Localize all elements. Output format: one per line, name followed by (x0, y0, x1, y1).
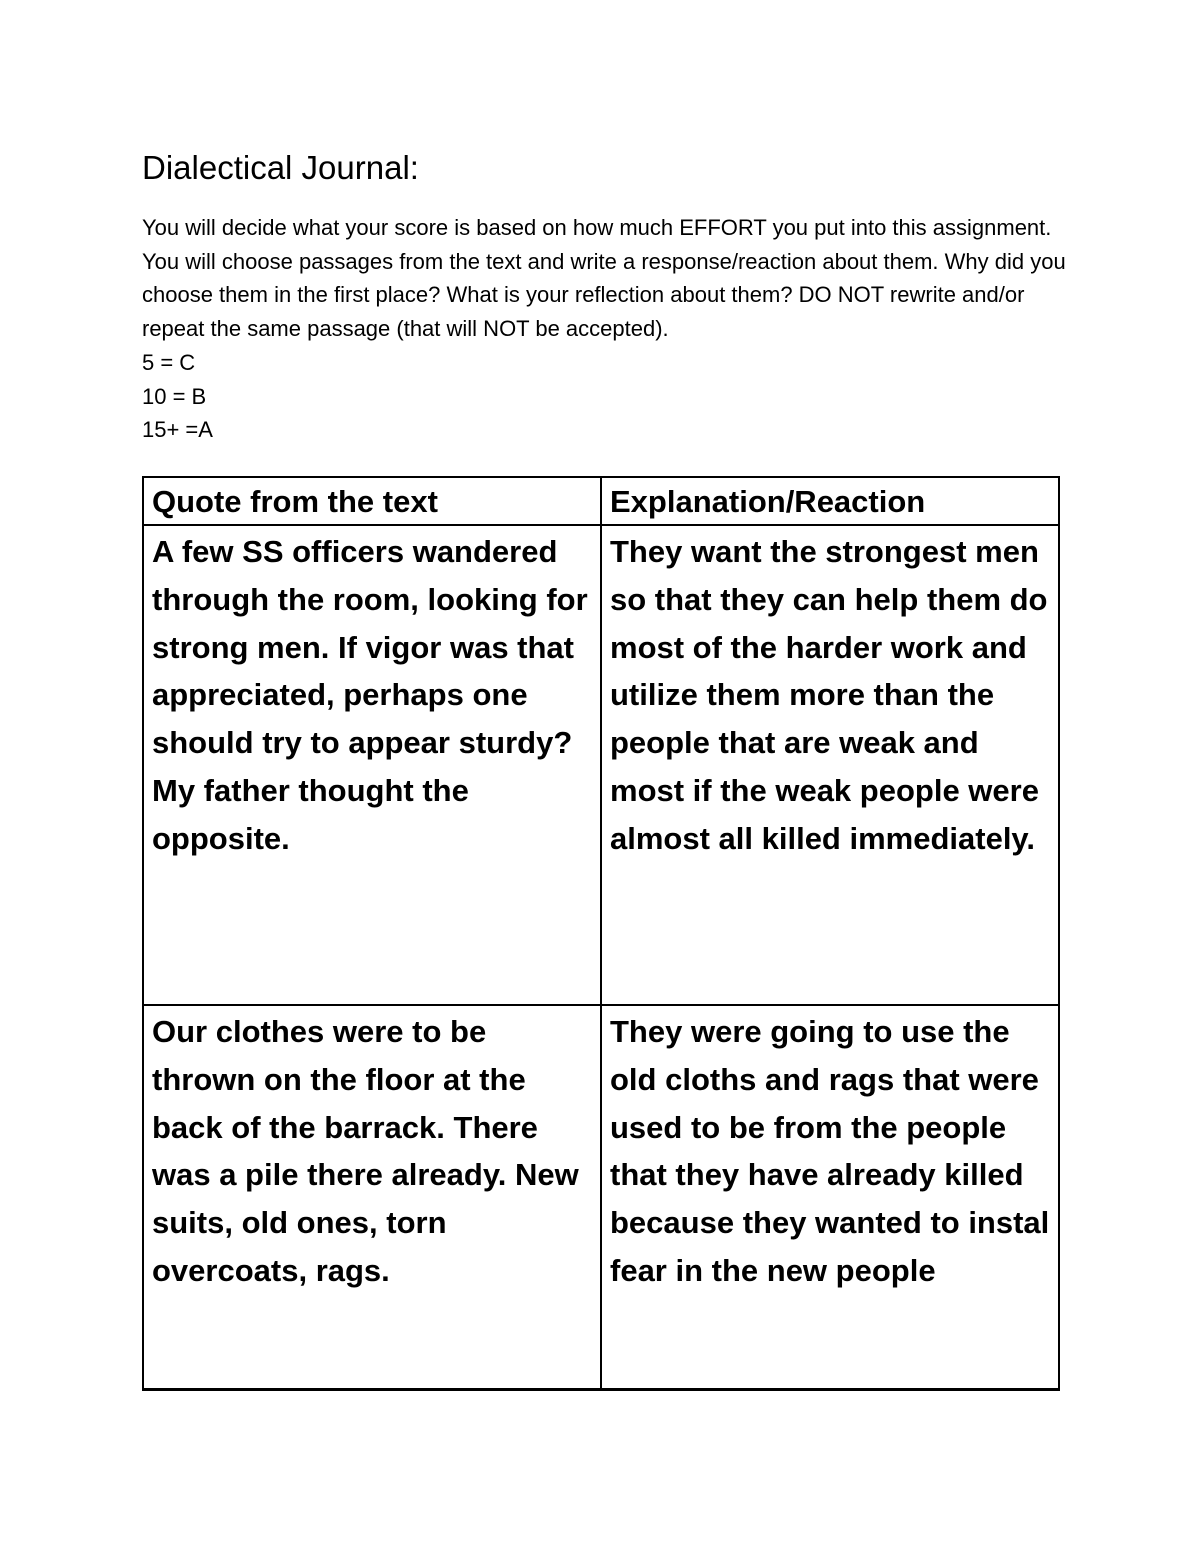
page-title: Dialectical Journal: (142, 149, 419, 186)
grading-line: 5 = C (142, 349, 196, 375)
reaction-cell: They were going to use the old cloths and rags that were used to be from the people that they have already killed because they wanted to instal fear in the new people (601, 1005, 1059, 1390)
journal-table (142, 476, 1060, 1391)
grading-line: 15+ =A (142, 417, 213, 443)
grading-line: 10 = B (142, 383, 207, 409)
instructions-paragraph: You will decide what your score is based on how much EFFORT you put into this assignment. You will choose passages from the text and write a response/reaction about them. Why did you choose them in the first place? What is your reflection about them? DO NOT rewrite and/or repeat the same passage (that will NOT be accepted). (142, 215, 1066, 342)
instructions-block (142, 211, 1072, 447)
reaction-cell: They want the strongest men so that they can help them do most of the harder work and utilize them more than the people that are weak and most if the weak people were almost all killed immediately. (601, 525, 1059, 1005)
reaction-column-header: Explanation/Reaction (601, 477, 1059, 525)
table-header-row (143, 477, 1059, 525)
quote-column-header: Quote from the text (143, 477, 601, 525)
quote-cell: A few SS officers wandered through the room, looking for strong men. If vigor was that appreciated, perhaps one should try to appear sturdy? My father thought the opposite. (143, 525, 601, 1005)
table-row (143, 1005, 1059, 1390)
table-row (143, 525, 1059, 1005)
quote-cell: Our clothes were to be thrown on the floor at the back of the barrack. There was a pile there already. New suits, old ones, torn overcoats, rags. (143, 1005, 601, 1390)
